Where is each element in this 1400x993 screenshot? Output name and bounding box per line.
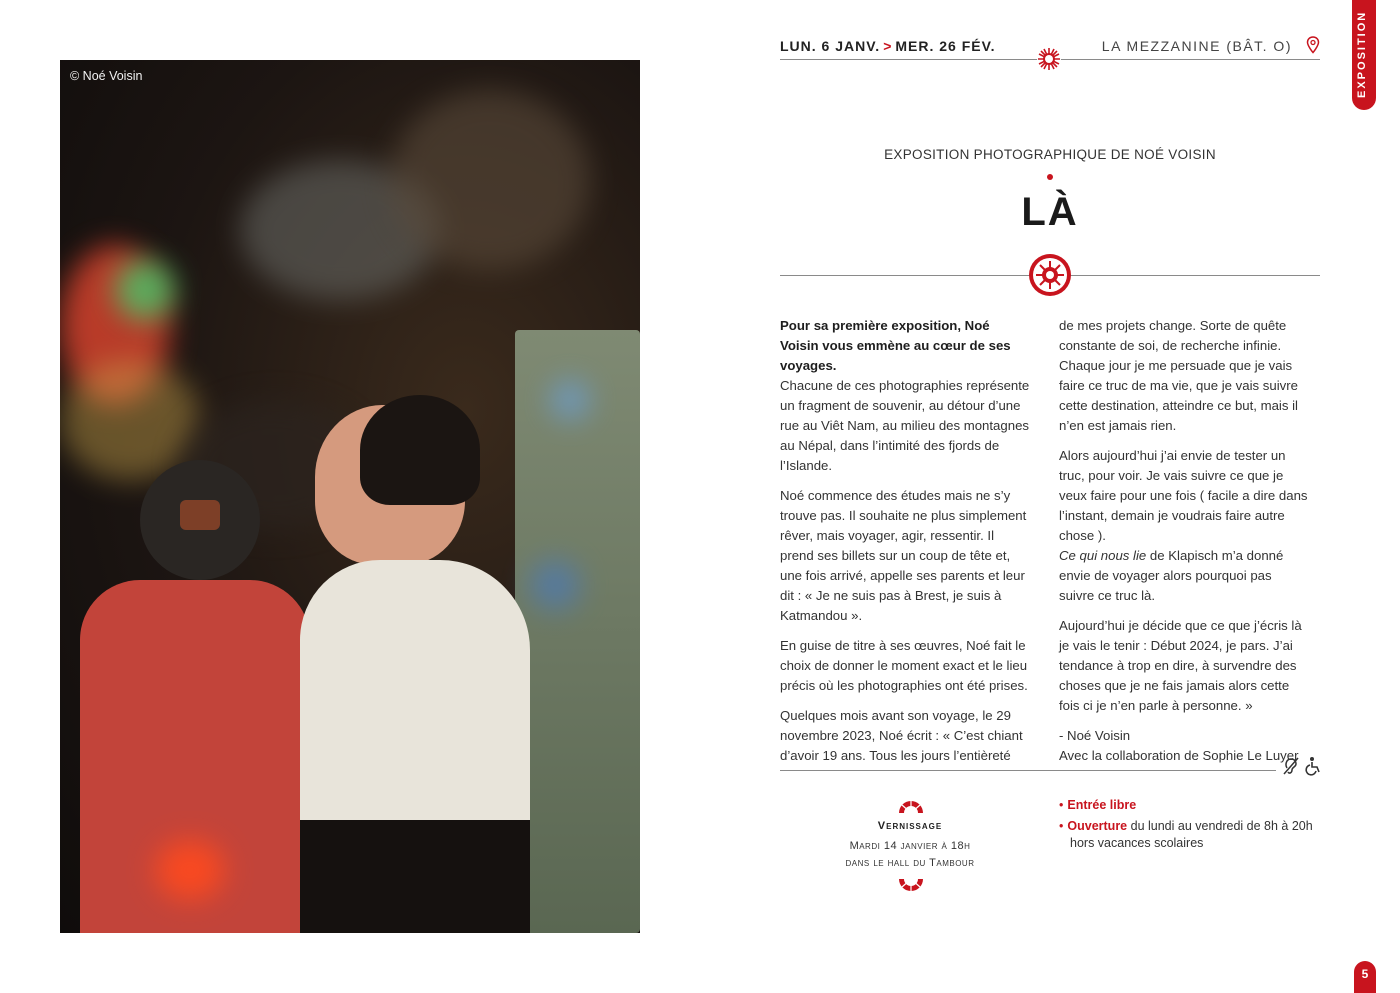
section-tab-label: EXPOSITION — [1356, 10, 1368, 98]
date-range — [780, 38, 996, 54]
paragraph-3: En guise de titre à ses œuvres, Noé fait le choix de donner le moment exact et le lieu précis où les photographies ont été prises. — [780, 638, 1028, 693]
paragraph-1: Chacune de ces photographies représente un fragment de souvenir, au détour d’une rue au Viêt Nam, au milieu des montagnes au Népal, dans l’intimité des fjords de l’Islande. — [780, 378, 1030, 473]
date-start: LUN. 6 JANV. — [780, 38, 881, 54]
page-number: 5 — [1354, 961, 1376, 993]
bottom-rule — [780, 770, 1276, 771]
hearing-access-icon — [1282, 756, 1300, 776]
text-column-right — [1059, 316, 1309, 766]
vernissage-block — [830, 800, 990, 872]
bullet: • — [1059, 819, 1064, 833]
entry-label: Entrée libre — [1067, 798, 1137, 812]
woman-shirt — [300, 560, 530, 840]
half-sun-top-icon — [898, 800, 924, 814]
chevron-right-icon: > — [883, 38, 893, 54]
bullet: • — [1059, 798, 1064, 812]
exhibition-subtitle: EXPOSITION PHOTOGRAPHIQUE DE NOÉ VOISIN — [884, 147, 1216, 162]
half-sun-bottom-icon — [898, 878, 924, 892]
vernissage-place: dans le hall du Tambour — [845, 857, 975, 869]
wheelchair-icon — [1304, 756, 1322, 776]
accessibility-icons — [1282, 756, 1322, 781]
opening-hours: du lundi au vendredi de 8h à 20h — [1127, 819, 1313, 833]
vernissage-title: Vernissage — [877, 820, 943, 832]
signature: - Noé Voisin — [1059, 728, 1131, 743]
paragraph-6: Alors aujourd’hui j’ai envie de tester un truc, pour voir. Je vais suivre ce que je veux faire pour une fois ( facile a dire dans l’instant, demain je voudrais faire autre chose ). — [1059, 448, 1308, 543]
cover-photo — [60, 60, 640, 933]
lead-text: Pour sa première exposition, Noé Voisin vous emmène au cœur de ses voyages. — [780, 318, 1011, 373]
vernissage-date: Mardi 14 janvier à 18h — [849, 840, 971, 852]
exhibition-title: LÀ — [1021, 190, 1079, 234]
location-pin-icon — [1306, 36, 1320, 54]
paragraph-4: Quelques mois avant son voyage, le 29 novembre 2023, Noé écrit : « C’est chiant d’avoir 19 ans. Tous les jours l’entièreté — [780, 708, 1023, 763]
paragraph-6-end: de Klapisch m’a donné envie de voyager alors pourquoi pas suivre ce truc là. — [1059, 548, 1284, 603]
photo-credit: © Noé Voisin — [70, 69, 143, 83]
paragraph-7: Aujourd’hui je décide que ce que j’écris là je vais le tenir : Début 2024, je pars. J’ai tendance à trop en dire, à survendre des choses que je ne fais jamais alors cette fois ci je n’en parle à personne. » — [1059, 618, 1302, 713]
sun-ornament-icon — [1036, 46, 1062, 72]
electric-box — [515, 330, 640, 933]
date-end: MER. 26 FÉV. — [895, 38, 996, 54]
paragraph-2: Noé commence des études mais ne s’y trouve pas. Il souhaite ne plus simplement rêver, mais voyager, agir, ressentir. Il prend ses billets sur un coup de tête et, une fois arrivé, appelle ses parents et leur dit : « Je ne suis pas à Brest, je suis à Katmandou ». — [780, 488, 1027, 623]
venue: LA MEZZANINE (BÂT. O) — [1101, 38, 1292, 54]
red-dot — [1047, 174, 1053, 180]
paragraph-5: de mes projets change. Sorte de quête constante de soi, de recherche infinie. Chaque jour je me persuade que je vais faire ce truc de ma vie, que je vais suivre cette destination, atteindre ce but, mais il n’en est jamais rien. — [1059, 318, 1298, 433]
opening-label: Ouverture — [1067, 819, 1128, 833]
film-title: Ce qui nous lie — [1059, 548, 1147, 563]
text-column-left — [780, 316, 1030, 776]
section-tab — [1352, 0, 1376, 110]
sun-emblem-icon — [1028, 253, 1072, 297]
collaboration: Avec la collaboration de Sophie Le Luyer — [1059, 748, 1299, 763]
opening-note: hors vacances scolaires — [1070, 836, 1204, 850]
practical-info — [1059, 797, 1329, 852]
